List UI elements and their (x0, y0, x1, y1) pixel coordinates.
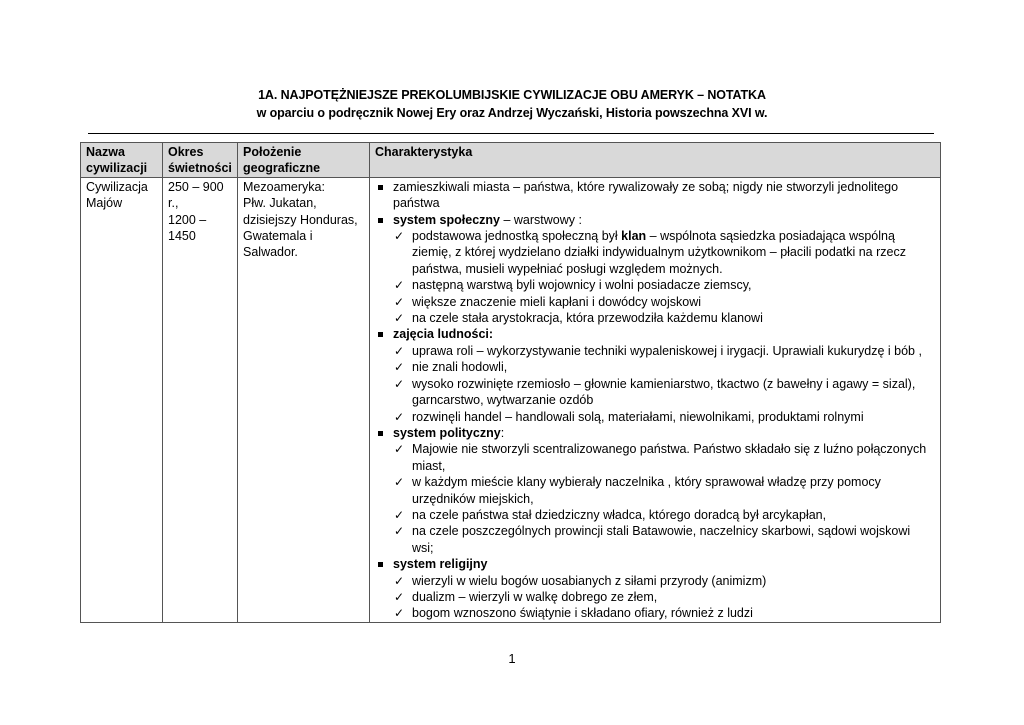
list-item: ✓ wierzyli w wielu bogów uosabianych z siłami przyrody (animizm) (375, 573, 935, 589)
cell-location (238, 177, 370, 622)
header-period (163, 143, 238, 178)
list-item: ✓ bogom wznoszono świątynie i składano ofiary, również z ludzi (375, 605, 935, 621)
cell-characteristics (370, 177, 941, 622)
location-line2: Płw. Jukatan, dzisiejszy Honduras, Gwatemala i Salwador. (243, 196, 358, 260)
social-heading: system społeczny (393, 212, 500, 227)
table-header-row (81, 143, 941, 178)
list-item: ✓ w każdym mieście klany wybierały naczelnika , który sprawował władzę przy pomocy urzędników miejskich, (375, 474, 935, 507)
list-item: ✓ uprawa roli – wykorzystywanie techniki wypaleniskowej i irygacji. Uprawiali kukurydzę i bób , (375, 343, 935, 359)
list-item: ✓ następną warstwą byli wojownicy i wolni posiadacze ziemscy, (375, 277, 935, 293)
list-item: ✓ na czele stała arystokracja, która przewodziła każdemu klanowi (375, 310, 935, 326)
table-row (81, 177, 941, 622)
list-item: ✓ na czele poszczególnych prowincji stali Batawowie, naczelnicy skarbowi, sądowi wojskowi wsi; (375, 523, 935, 556)
list-item (375, 326, 935, 342)
occupations-heading: zajęcia ludności: (393, 327, 494, 342)
list-item: ✓ wysoko rozwinięte rzemiosło – głownie kamieniarstwo, tkactwo (z bawełny i agawy = sizal), garncarstwo, wytwarzanie ozdób (375, 376, 935, 409)
cell-period (163, 177, 238, 622)
header-period-line2: świetności (168, 161, 232, 176)
list-item: ✓ Majowie nie stworzyli scentralizowanego państwa. Państwo składało się z luźno połączonych miast, (375, 441, 935, 474)
header-name-line1: Nazwa (86, 145, 125, 159)
clan-term: klan (621, 229, 647, 244)
header-civilization-name (81, 143, 163, 178)
period-line1: 250 – 900 r., (168, 179, 224, 211)
header-characteristics: Charakterystyka (370, 143, 941, 178)
list-item: ✓ podstawowa jednostką społeczną był klan – wspólnota sąsiedzka posiadająca wspólną ziemię, z której wydzielano działki indywidualnym użytkownikom – płacili podatki na rzecz państwa, musieli wypełniać posługi względem możnych. (375, 228, 935, 277)
notes-table (80, 142, 941, 623)
header-name-line2: cywilizacji (86, 161, 148, 176)
list-item: ✓ dualizm – wierzyli w walkę dobrego ze złem, (375, 589, 935, 605)
list-item: zamieszkiwali miasta – państwa, które rywalizowały ze sobą; nigdy nie stworzyli jednolitego państwa (375, 179, 935, 212)
list-item: system społeczny – warstwowy : (375, 212, 935, 228)
characteristics-list (375, 179, 935, 622)
political-heading: system polityczny (393, 425, 501, 440)
document-subtitle: w oparciu o podręcznik Nowej Ery oraz Andrzej Wyczański, Historia powszechna XVI w. (256, 106, 768, 120)
horizontal-rule (88, 133, 934, 134)
list-item: system polityczny: (375, 425, 935, 441)
name-line2: Majów (86, 196, 123, 211)
name-line1: Cywilizacja (86, 179, 148, 194)
list-item: ✓ rozwinęli handel – handlowali solą, materiałami, niewolnikami, produktami rolnymi (375, 409, 935, 425)
location-line1: Mezoameryka: (243, 179, 325, 194)
list-item (375, 556, 935, 572)
header-period-line1: Okres (168, 145, 204, 159)
document-title: 1A. NAJPOTĘŻNIEJSZE PREKOLUMBIJSKIE CYWILIZACJE OBU AMERYK – NOTATKA (258, 88, 766, 102)
list-item: ✓ nie znali hodowli, (375, 359, 935, 375)
religious-heading: system religijny (393, 557, 488, 572)
header-location: Położenie geograficzne (238, 143, 370, 178)
period-line2: 1200 – 1450 (168, 212, 207, 244)
cell-civilization-name (81, 177, 163, 622)
list-item: ✓ większe znaczenie mieli kapłani i dowódcy wojskowi (375, 294, 935, 310)
page-number: 1 (508, 651, 516, 666)
list-item: ✓ na czele państwa stał dziedziczny władca, którego doradcą był arcykapłan, (375, 507, 935, 523)
